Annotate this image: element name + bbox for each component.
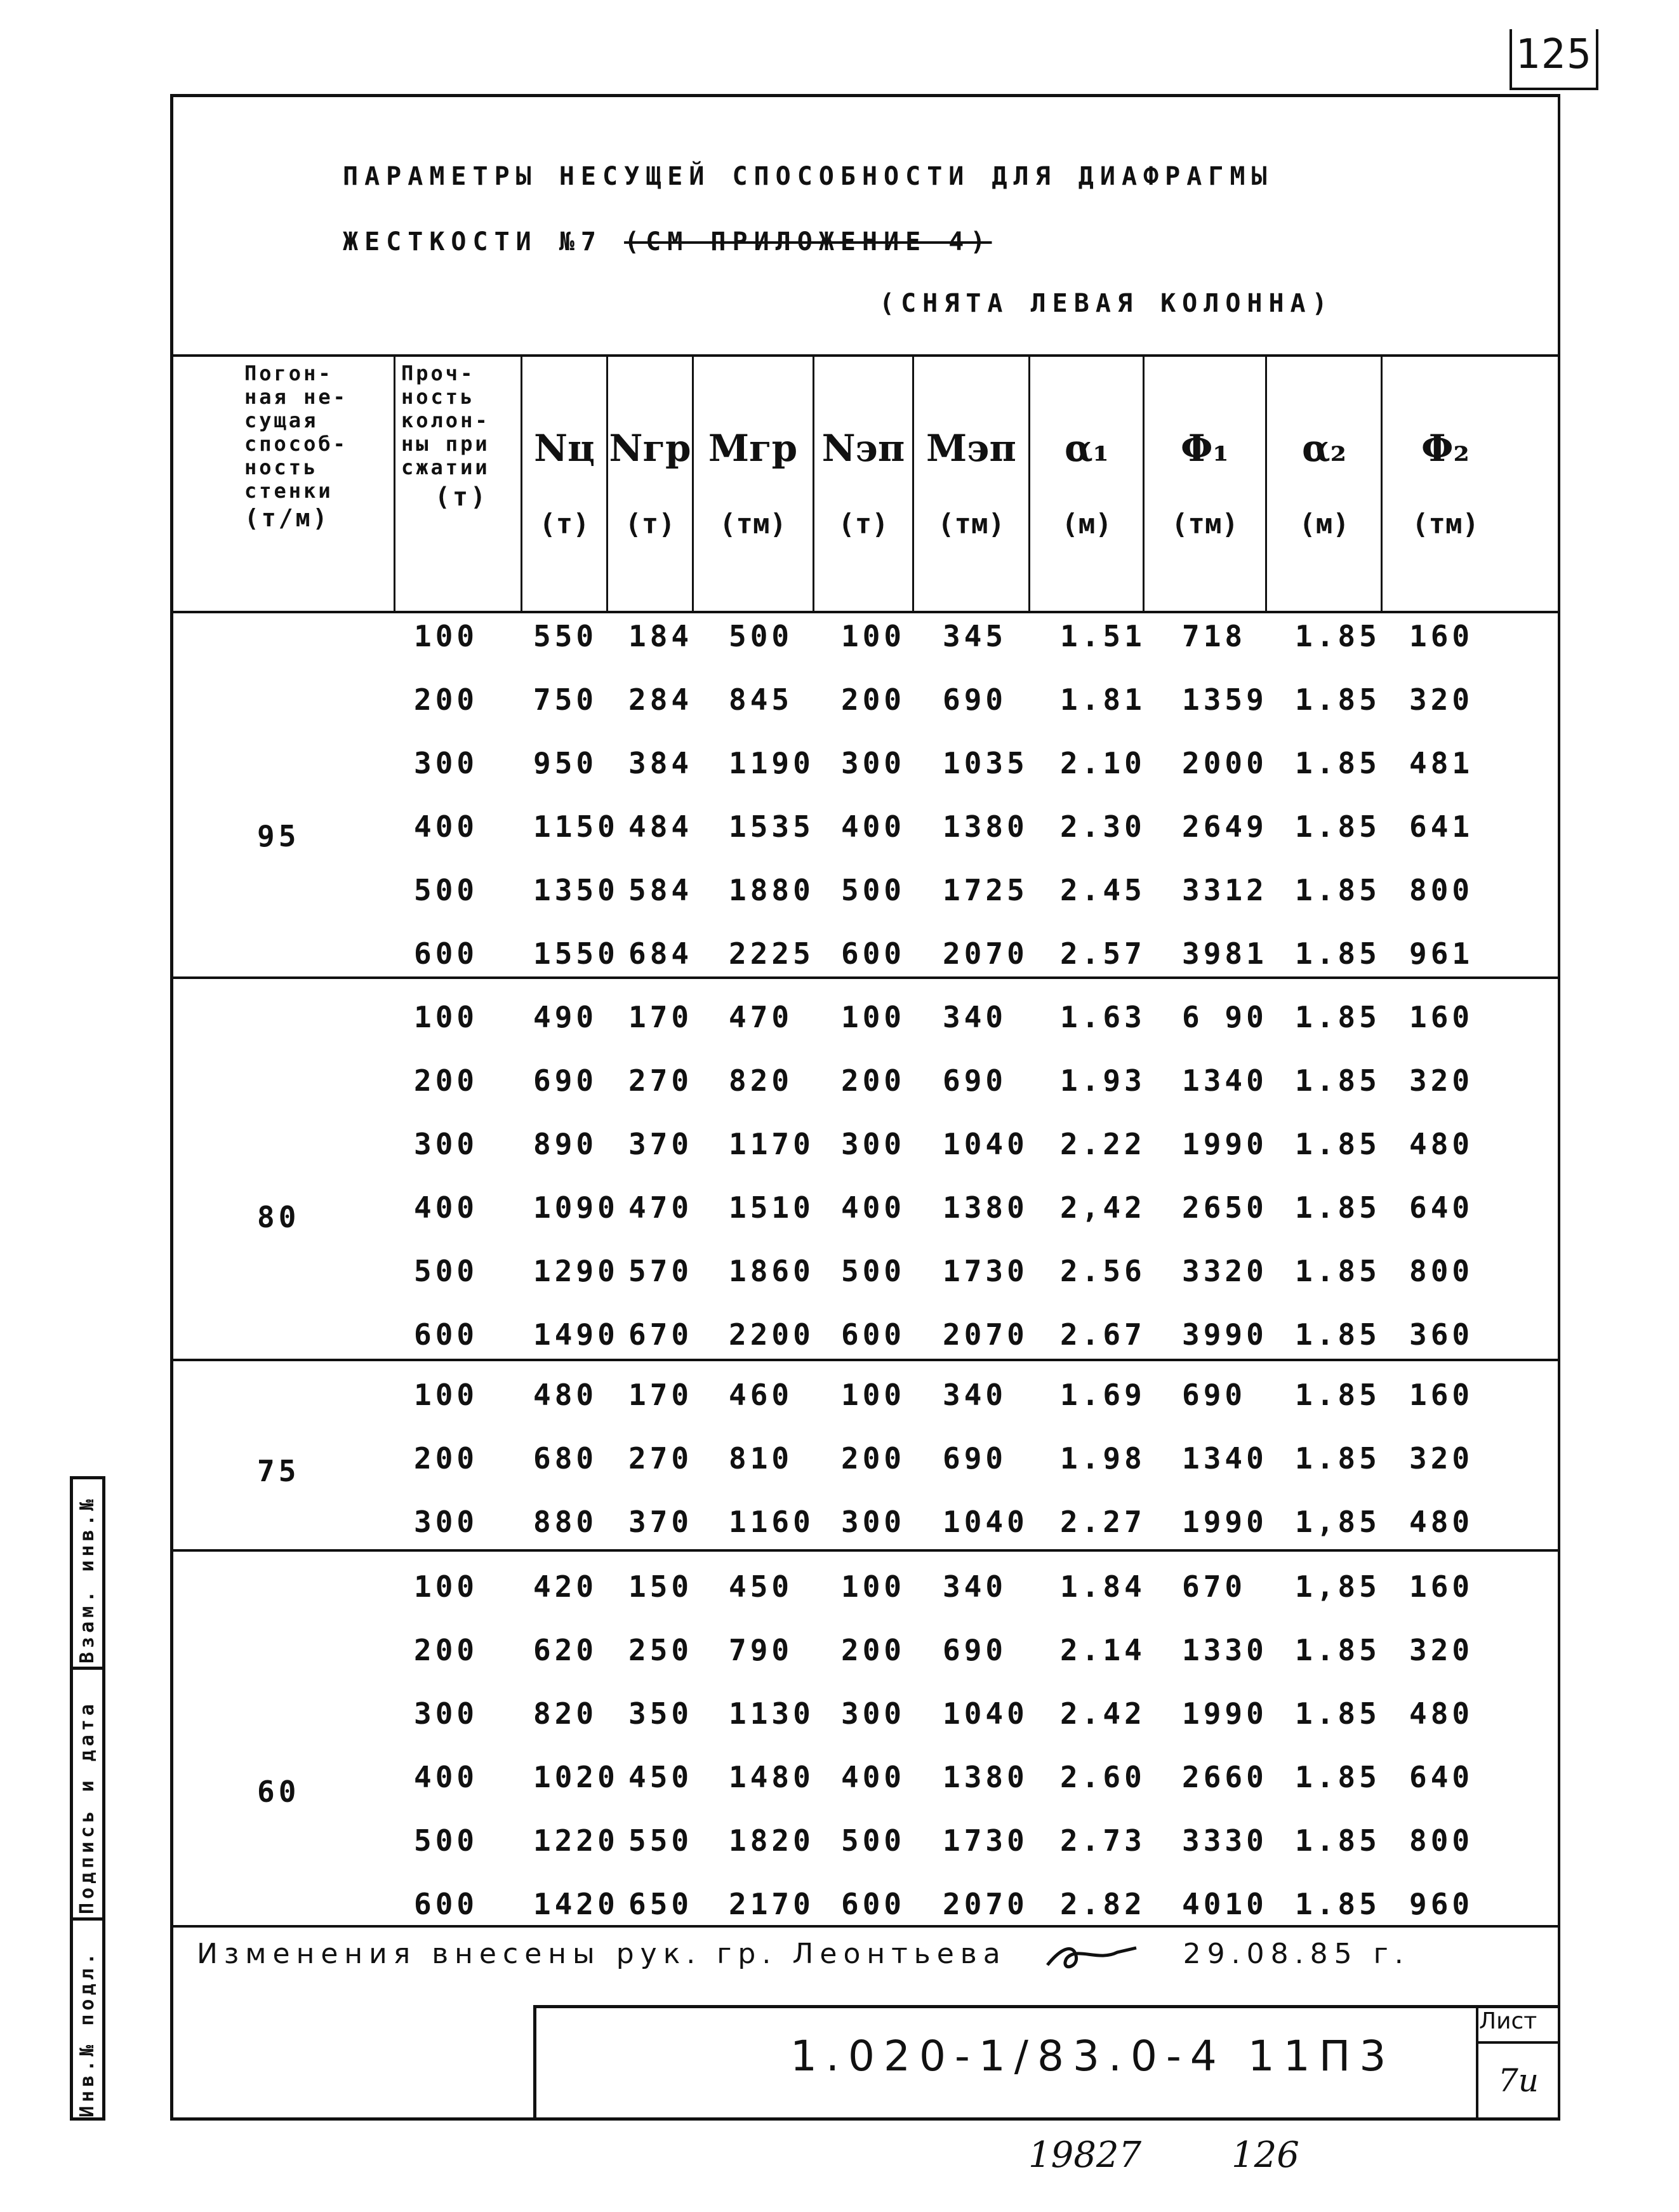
header-bottom-rule xyxy=(171,611,1560,613)
table-cell: 384 xyxy=(628,746,693,780)
sheet-label: Лист xyxy=(1479,2008,1537,2034)
table-cell: 3990 xyxy=(1182,1317,1268,1352)
table-cell: 1.84 xyxy=(1060,1569,1146,1604)
header-symbol: α₂ xyxy=(1301,427,1347,470)
table-cell: 2.82 xyxy=(1060,1887,1146,1921)
table-cell: 890 xyxy=(533,1127,598,1161)
table-cell: 790 xyxy=(729,1633,793,1667)
table-cell: 640 xyxy=(1409,1190,1474,1225)
table-cell: 1160 xyxy=(729,1505,814,1539)
table-cell: 170 xyxy=(628,1000,693,1034)
table-cell: 200 xyxy=(414,1633,479,1667)
table-cell: 820 xyxy=(729,1063,793,1098)
table-cell: 100 xyxy=(841,1569,906,1604)
table-cell: 2.45 xyxy=(1060,873,1146,907)
table-cell: 200 xyxy=(414,683,479,717)
table-cell: 2.73 xyxy=(1060,1823,1146,1858)
header-unit: (м) xyxy=(1299,508,1350,540)
table-cell: 100 xyxy=(841,619,906,653)
table-cell: 450 xyxy=(729,1569,793,1604)
table-cell: 1.85 xyxy=(1295,1063,1381,1098)
title-line-3: (СНЯТА ЛЕВАЯ КОЛОННА) xyxy=(879,289,1334,318)
table-cell: 100 xyxy=(841,1000,906,1034)
table-cell: 500 xyxy=(841,1823,906,1858)
table-cell: 370 xyxy=(628,1505,693,1539)
table-cell: 1.85 xyxy=(1295,746,1381,780)
table-cell: 500 xyxy=(414,1823,479,1858)
table-cell: 1730 xyxy=(943,1254,1028,1288)
table-cell: 1820 xyxy=(729,1823,814,1858)
table-cell: 550 xyxy=(533,619,598,653)
table-cell: 800 xyxy=(1409,1254,1474,1288)
table-cell: 1990 xyxy=(1182,1127,1268,1161)
table-cell: 1130 xyxy=(729,1696,814,1731)
table-cell: 470 xyxy=(628,1190,693,1225)
table-cell: 170 xyxy=(628,1378,693,1412)
table-cell: 2.67 xyxy=(1060,1317,1146,1352)
table-cell: 800 xyxy=(1409,873,1474,907)
table-cell: 2650 xyxy=(1182,1190,1268,1225)
table-cell: 500 xyxy=(414,873,479,907)
table-cell: 690 xyxy=(943,1441,1007,1476)
header-unit: (тм) xyxy=(1171,508,1238,540)
header-unit: (тм) xyxy=(719,508,786,540)
table-cell: 300 xyxy=(841,1127,906,1161)
table-cell: 600 xyxy=(841,936,906,971)
table-cell: 1150 xyxy=(533,810,619,844)
table-cell: 484 xyxy=(628,810,693,844)
table-cell: 1.93 xyxy=(1060,1063,1146,1098)
table-cell: 1090 xyxy=(533,1190,619,1225)
group-rule-3 xyxy=(171,1549,1560,1552)
header-symbol: α₁ xyxy=(1064,427,1110,470)
table-cell: 690 xyxy=(943,1063,1007,1098)
table-cell: 500 xyxy=(841,873,906,907)
table-cell: 284 xyxy=(628,683,693,717)
table-cell: 420 xyxy=(533,1569,598,1604)
table-cell: 400 xyxy=(841,1190,906,1225)
load-capacity-value: 80 xyxy=(257,1200,300,1234)
table-cell: 670 xyxy=(1182,1569,1247,1604)
table-cell: 1.85 xyxy=(1295,1696,1381,1731)
table-cell: 950 xyxy=(533,746,598,780)
group-rule-1 xyxy=(171,976,1560,979)
table-cell: 1990 xyxy=(1182,1505,1268,1539)
table-cell: 100 xyxy=(414,619,479,653)
col-divider xyxy=(394,354,395,612)
table-cell: 1.85 xyxy=(1295,683,1381,717)
table-cell: 350 xyxy=(628,1696,693,1731)
header-col2-line: ны при xyxy=(401,432,490,456)
table-cell: 460 xyxy=(729,1378,793,1412)
title-line-1: ПАРАМЕТРЫ НЕСУЩЕЙ СПОСОБНОСТИ ДЛЯ ДИАФРАГМЫ xyxy=(343,162,1273,191)
table-cell: 1.81 xyxy=(1060,683,1146,717)
table-cell: 1,85 xyxy=(1295,1569,1381,1604)
header-col6 xyxy=(814,427,913,540)
table-cell: 320 xyxy=(1409,1441,1474,1476)
header-col4 xyxy=(607,427,693,540)
header-col5 xyxy=(693,427,813,540)
header-col1-line: ная не- xyxy=(244,385,348,409)
table-cell: 370 xyxy=(628,1127,693,1161)
table-cell: 3320 xyxy=(1182,1254,1268,1288)
table-cell: 2000 xyxy=(1182,746,1268,780)
load-capacity-value: 60 xyxy=(257,1775,300,1809)
table-cell: 1.63 xyxy=(1060,1000,1146,1034)
header-symbol: Mгр xyxy=(708,427,798,470)
table-cell: 100 xyxy=(841,1378,906,1412)
table-cell: 1990 xyxy=(1182,1696,1268,1731)
header-col10 xyxy=(1266,427,1382,540)
header-symbol: Φ₁ xyxy=(1181,427,1229,470)
table-cell: 345 xyxy=(943,619,1007,653)
table-cell: 481 xyxy=(1409,746,1474,780)
title-line-2-struck: (СМ ПРИЛОЖЕНИЕ 4) xyxy=(624,227,992,257)
table-cell: 4010 xyxy=(1182,1887,1268,1921)
table-cell: 200 xyxy=(841,1063,906,1098)
table-cell: 2.10 xyxy=(1060,746,1146,780)
table-cell: 1.85 xyxy=(1295,1633,1381,1667)
table-cell: 680 xyxy=(533,1441,598,1476)
table-cell: 2225 xyxy=(729,936,814,971)
table-cell: 1.98 xyxy=(1060,1441,1146,1476)
header-col2-line: Проч- xyxy=(401,361,475,385)
table-cell: 650 xyxy=(628,1887,693,1921)
table-cell: 1.85 xyxy=(1295,1190,1381,1225)
group-rule-2 xyxy=(171,1359,1560,1361)
table-cell: 690 xyxy=(1182,1378,1247,1412)
table-bottom-rule xyxy=(171,1925,1560,1928)
table-cell: 480 xyxy=(1409,1127,1474,1161)
header-unit: (тм) xyxy=(938,508,1005,540)
table-cell: 470 xyxy=(729,1000,793,1034)
sheet-box-rule xyxy=(1476,2041,1560,2044)
table-cell: 2.56 xyxy=(1060,1254,1146,1288)
table-cell: 684 xyxy=(628,936,693,971)
table-cell: 2.42 xyxy=(1060,1696,1146,1731)
table-cell: 1350 xyxy=(533,873,619,907)
header-symbol: Nэп xyxy=(821,427,905,470)
table-cell: 2.14 xyxy=(1060,1633,1146,1667)
table-cell: 1730 xyxy=(943,1823,1028,1858)
table-cell: 1.51 xyxy=(1060,619,1146,653)
table-cell: 1550 xyxy=(533,936,619,971)
table-cell: 1330 xyxy=(1182,1633,1268,1667)
side-label-replaced-inv: Взам. инв.№ xyxy=(76,1495,98,1663)
revision-note-text: Изменения внесены рук. гр. Леонтьева xyxy=(197,1938,1007,1970)
table-cell: 690 xyxy=(943,1633,1007,1667)
header-col1-unit: (т/м) xyxy=(244,504,330,532)
header-col11 xyxy=(1382,427,1509,540)
header-col2 xyxy=(401,361,522,512)
table-cell: 2070 xyxy=(943,1887,1028,1921)
table-cell: 1.85 xyxy=(1295,1887,1381,1921)
table-cell: 400 xyxy=(414,1190,479,1225)
header-symbol: Nгр xyxy=(609,427,691,470)
table-cell: 1490 xyxy=(533,1317,619,1352)
table-cell: 600 xyxy=(841,1317,906,1352)
header-col2-line: ность xyxy=(401,385,475,409)
header-col1-line: способ- xyxy=(244,432,348,456)
table-cell: 670 xyxy=(628,1317,693,1352)
table-cell: 160 xyxy=(1409,619,1474,653)
header-col3 xyxy=(522,427,607,540)
table-cell: 400 xyxy=(414,1760,479,1794)
table-cell: 570 xyxy=(628,1254,693,1288)
header-col7 xyxy=(913,427,1029,540)
table-cell: 1.69 xyxy=(1060,1378,1146,1412)
table-cell: 2.27 xyxy=(1060,1505,1146,1539)
table-cell: 1.85 xyxy=(1295,1254,1381,1288)
table-cell: 620 xyxy=(533,1633,598,1667)
header-unit: (т) xyxy=(838,508,889,540)
table-cell: 880 xyxy=(533,1505,598,1539)
table-cell: 1480 xyxy=(729,1760,814,1794)
document-code: 1.020-1/83.0-4 11П3 xyxy=(790,2032,1395,2081)
table-cell: 300 xyxy=(414,746,479,780)
table-cell: 100 xyxy=(414,1000,479,1034)
header-col1-line: стенки xyxy=(244,479,333,503)
table-cell: 1.85 xyxy=(1295,936,1381,971)
table-cell: 480 xyxy=(1409,1696,1474,1731)
table-cell: 1040 xyxy=(943,1505,1028,1539)
table-cell: 500 xyxy=(841,1254,906,1288)
table-cell: 690 xyxy=(533,1063,598,1098)
table-cell: 400 xyxy=(414,810,479,844)
table-cell: 2.30 xyxy=(1060,810,1146,844)
table-cell: 1020 xyxy=(533,1760,619,1794)
table-cell: 160 xyxy=(1409,1378,1474,1412)
table-cell: 100 xyxy=(414,1378,479,1412)
load-capacity-value: 95 xyxy=(257,819,300,853)
header-col8 xyxy=(1030,427,1144,540)
table-cell: 640 xyxy=(1409,1760,1474,1794)
header-symbol: Mэп xyxy=(926,427,1016,470)
table-cell: 400 xyxy=(841,1760,906,1794)
table-cell: 3312 xyxy=(1182,873,1268,907)
table-cell: 641 xyxy=(1409,810,1474,844)
side-label-original-inv: Инв.№ подл. xyxy=(76,1949,98,2117)
table-cell: 1040 xyxy=(943,1127,1028,1161)
header-col2-unit: (т) xyxy=(434,483,489,512)
table-cell: 340 xyxy=(943,1000,1007,1034)
table-cell: 340 xyxy=(943,1378,1007,1412)
table-cell: 820 xyxy=(533,1696,598,1731)
table-cell: 1535 xyxy=(729,810,814,844)
table-cell: 1420 xyxy=(533,1887,619,1921)
side-label-signature-date: Подпись и дата xyxy=(76,1700,98,1914)
table-cell: 1880 xyxy=(729,873,814,907)
table-cell: 1.85 xyxy=(1295,1760,1381,1794)
table-cell: 600 xyxy=(414,1887,479,1921)
table-cell: 1.85 xyxy=(1295,1378,1381,1412)
table-cell: 800 xyxy=(1409,1823,1474,1858)
header-unit: (м) xyxy=(1061,508,1112,540)
table-cell: 1,85 xyxy=(1295,1505,1381,1539)
table-cell: 1.85 xyxy=(1295,1127,1381,1161)
table-cell: 2660 xyxy=(1182,1760,1268,1794)
table-cell: 1340 xyxy=(1182,1441,1268,1476)
table-cell: 1.85 xyxy=(1295,873,1381,907)
table-cell: 2200 xyxy=(729,1317,814,1352)
table-cell: 1190 xyxy=(729,746,814,780)
table-cell: 300 xyxy=(414,1505,479,1539)
table-cell: 2170 xyxy=(729,1887,814,1921)
table-cell: 1.85 xyxy=(1295,1000,1381,1034)
table-cell: 1.85 xyxy=(1295,619,1381,653)
header-col2-line: колон- xyxy=(401,408,490,432)
table-cell: 1510 xyxy=(729,1190,814,1225)
table-cell: 300 xyxy=(841,1696,906,1731)
table-cell: 1860 xyxy=(729,1254,814,1288)
table-cell: 320 xyxy=(1409,1063,1474,1098)
table-cell: 1.85 xyxy=(1295,810,1381,844)
table-cell: 2070 xyxy=(943,936,1028,971)
table-cell: 200 xyxy=(414,1441,479,1476)
header-unit: (т) xyxy=(625,508,675,540)
table-cell: 3330 xyxy=(1182,1823,1268,1858)
table-cell: 150 xyxy=(628,1569,693,1604)
table-cell: 1380 xyxy=(943,1760,1028,1794)
table-cell: 584 xyxy=(628,873,693,907)
table-cell: 600 xyxy=(414,1317,479,1352)
table-cell: 500 xyxy=(729,619,793,653)
table-cell: 1.85 xyxy=(1295,1823,1381,1858)
table-cell: 6 90 xyxy=(1182,1000,1268,1034)
table-cell: 160 xyxy=(1409,1000,1474,1034)
table-cell: 300 xyxy=(414,1127,479,1161)
header-col1-line: ность xyxy=(244,455,319,479)
table-cell: 960 xyxy=(1409,1887,1474,1921)
table-cell: 480 xyxy=(1409,1505,1474,1539)
table-cell: 1359 xyxy=(1182,683,1268,717)
table-cell: 2,42 xyxy=(1060,1190,1146,1225)
table-cell: 1.85 xyxy=(1295,1317,1381,1352)
table-cell: 1290 xyxy=(533,1254,619,1288)
table-cell: 100 xyxy=(414,1569,479,1604)
table-cell: 810 xyxy=(729,1441,793,1476)
table-cell: 600 xyxy=(841,1887,906,1921)
table-cell: 550 xyxy=(628,1823,693,1858)
table-cell: 600 xyxy=(414,936,479,971)
table-cell: 1170 xyxy=(729,1127,814,1161)
header-unit: (тм) xyxy=(1412,508,1479,540)
table-cell: 690 xyxy=(943,683,1007,717)
header-col1 xyxy=(244,362,390,530)
table-cell: 845 xyxy=(729,683,793,717)
table-cell: 300 xyxy=(841,1505,906,1539)
table-cell: 718 xyxy=(1182,619,1247,653)
table-cell: 500 xyxy=(414,1254,479,1288)
signature-icon xyxy=(1041,1936,1143,1975)
table-cell: 160 xyxy=(1409,1569,1474,1604)
header-col2-line: сжатии xyxy=(401,455,490,479)
header-top-rule xyxy=(171,354,1560,357)
table-cell: 1040 xyxy=(943,1696,1028,1731)
table-cell: 270 xyxy=(628,1063,693,1098)
header-symbol: Nц xyxy=(534,427,595,470)
table-cell: 200 xyxy=(841,1441,906,1476)
table-cell: 1035 xyxy=(943,746,1028,780)
table-cell: 184 xyxy=(628,619,693,653)
title-line-2 xyxy=(343,227,992,257)
table-cell: 2.57 xyxy=(1060,936,1146,971)
table-cell: 1725 xyxy=(943,873,1028,907)
table-cell: 300 xyxy=(414,1696,479,1731)
table-cell: 2070 xyxy=(943,1317,1028,1352)
header-symbol: Φ₂ xyxy=(1421,427,1470,470)
table-cell: 400 xyxy=(841,810,906,844)
table-cell: 250 xyxy=(628,1633,693,1667)
header-unit: (т) xyxy=(539,508,590,540)
load-capacity-value: 75 xyxy=(257,1454,300,1488)
page-number: 125 xyxy=(1510,29,1598,90)
table-cell: 2.22 xyxy=(1060,1127,1146,1161)
revision-note-date: 29.08.85 г. xyxy=(1183,1938,1410,1970)
table-cell: 320 xyxy=(1409,1633,1474,1667)
table-cell: 1.85 xyxy=(1295,1441,1381,1476)
table-cell: 2.60 xyxy=(1060,1760,1146,1794)
table-cell: 340 xyxy=(943,1569,1007,1604)
table-cell: 490 xyxy=(533,1000,598,1034)
table-cell: 750 xyxy=(533,683,598,717)
table-cell: 480 xyxy=(533,1378,598,1412)
footer-number-right: 126 xyxy=(1231,2135,1299,2176)
table-cell: 450 xyxy=(628,1760,693,1794)
header-col1-line: Погон- xyxy=(244,361,333,385)
table-cell: 1220 xyxy=(533,1823,619,1858)
revision-note xyxy=(197,1936,1410,1975)
table-cell: 270 xyxy=(628,1441,693,1476)
footer-number-left: 19827 xyxy=(1028,2135,1142,2176)
table-cell: 2649 xyxy=(1182,810,1268,844)
header-col9 xyxy=(1144,427,1266,540)
table-cell: 360 xyxy=(1409,1317,1474,1352)
table-cell: 200 xyxy=(841,683,906,717)
table-cell: 961 xyxy=(1409,936,1474,971)
table-cell: 320 xyxy=(1409,683,1474,717)
table-cell: 1340 xyxy=(1182,1063,1268,1098)
table-cell: 1380 xyxy=(943,1190,1028,1225)
title-line-2-prefix: ЖЕСТКОСТИ №7 xyxy=(343,227,602,257)
header-col1-line: сущая xyxy=(244,408,319,432)
table-cell: 300 xyxy=(841,746,906,780)
sheet-value: 7и xyxy=(1498,2062,1539,2099)
table-cell: 3981 xyxy=(1182,936,1268,971)
table-cell: 200 xyxy=(414,1063,479,1098)
table-cell: 200 xyxy=(841,1633,906,1667)
table-cell: 1380 xyxy=(943,810,1028,844)
